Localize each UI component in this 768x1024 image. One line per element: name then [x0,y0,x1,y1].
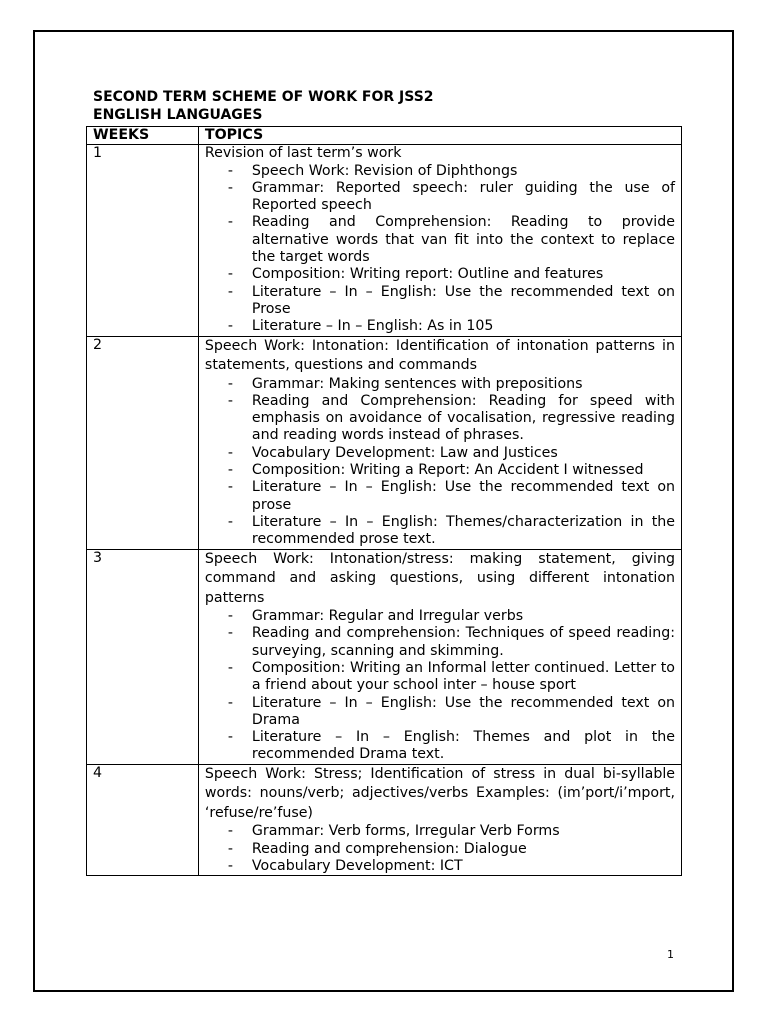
list-item: - Grammar: Reported speech: ruler guiding the use of Reported speech [228,180,675,215]
list-item: - Literature – In – English: Themes and plot in the recommended Drama text. [228,729,675,764]
table-row [87,549,682,764]
topic-intro: Revision of last term’s work [204,145,402,162]
page-number: 1 [667,948,674,961]
header-weeks: WEEKS [87,127,199,145]
list-item: - Composition: Writing a Report: An Accident I witnessed [228,462,675,479]
list-item: - Vocabulary Development: Law and Justices [228,445,675,462]
week-number: 1 [87,145,199,336]
table-header-row [87,127,682,145]
topic-intro: Speech Work: Intonation/stress: making statement, giving command and asking questions, using different intonation patterns [204,550,675,606]
topic-list [205,376,675,549]
list-item: - Grammar: Verb forms, Irregular Verb Forms [228,823,675,840]
list-item: - Vocabulary Development: ICT [228,858,675,875]
list-item: - Reading and Comprehension: Reading to provide alternative words that van fit into the context to replace the target words [228,214,675,266]
topic-intro: Speech Work: Intonation: Identification of intonation patterns in statements, questions and commands [204,337,675,374]
week-number: 2 [87,336,199,549]
topic-list [205,608,675,764]
list-item: - Composition: Writing an Informal letter continued. Letter to a friend about your school inter – house sport [228,660,675,695]
list-item: - Reading and comprehension: Techniques of speed reading: surveying, scanning and skimming. [228,625,675,660]
table-row [87,145,682,336]
topic-list [205,163,675,336]
topic-list [205,823,675,875]
list-item: - Grammar: Regular and Irregular verbs [228,608,675,625]
list-item: - Literature – In – English: Use the recommended text on Drama [228,695,675,730]
list-item: - Literature – In – English: Themes/characterization in the recommended prose text. [228,514,675,549]
document-title [93,88,434,124]
list-item: - Literature – In – English: Use the recommended text on prose [228,479,675,514]
list-item: - Reading and Comprehension: Reading for speed with emphasis on avoidance of vocalisation, regressive reading and reading words instead of phrases. [228,393,675,445]
week-topics [198,145,681,336]
list-item: - Composition: Writing report: Outline and features [228,266,675,283]
topic-intro: Speech Work: Stress; Identification of stress in dual bi-syllable words: nouns/verb; adjectives/verbs Examples: (im’port/i’mport, ‘refuse/re’fuse) [204,765,675,821]
week-topics [198,336,681,549]
title-line-2: ENGLISH LANGUAGES [93,107,263,123]
list-item: - Reading and comprehension: Dialogue [228,841,675,858]
title-line-1: SECOND TERM SCHEME OF WORK FOR JSS2 [93,89,434,105]
list-item: - Literature – In – English: As in 105 [228,318,675,335]
list-item: - Grammar: Making sentences with prepositions [228,376,675,393]
header-topics: TOPICS [198,127,681,145]
list-item: - Literature – In – English: Use the recommended text on Prose [228,284,675,319]
scheme-of-work-table [86,126,682,876]
list-item: - Speech Work: Revision of Diphthongs [228,163,675,180]
week-topics [198,549,681,764]
table-row [87,764,682,875]
week-number: 3 [87,549,199,764]
week-topics [198,764,681,875]
table-row [87,336,682,549]
week-number: 4 [87,764,199,875]
